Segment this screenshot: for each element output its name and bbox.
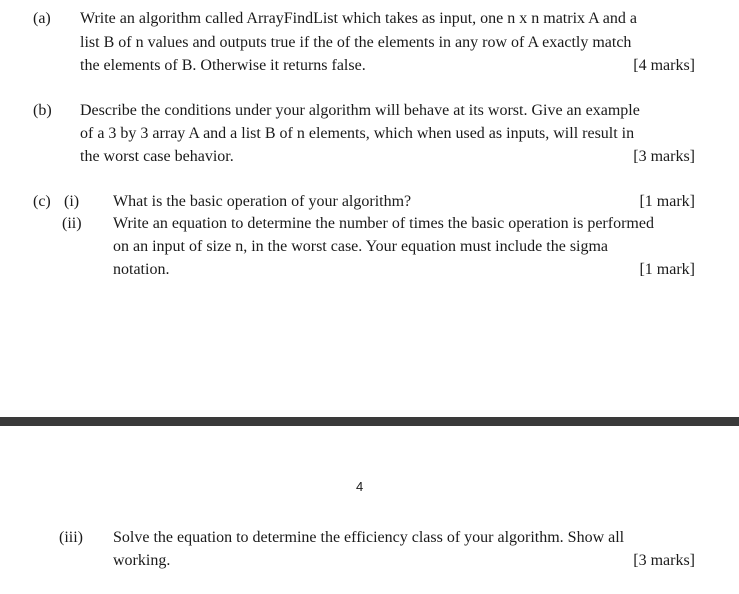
question-c-i-marks: [1 mark] <box>639 193 695 210</box>
question-a-marks: [4 marks] <box>633 57 695 74</box>
question-c-iii-line-2: working. <box>113 552 171 569</box>
question-c-label: (c) <box>33 193 51 210</box>
question-c-ii-label: (ii) <box>62 215 82 232</box>
question-a-label: (a) <box>33 10 51 27</box>
page-number: 4 <box>356 479 364 494</box>
page-break-divider <box>0 417 739 426</box>
question-c-ii-line-3: notation. <box>113 261 170 278</box>
question-b-line-1: Describe the conditions under your algorithm will behave at its worst. Give an example <box>80 102 640 119</box>
question-c-ii-line-1: Write an equation to determine the number of times the basic operation is performed <box>113 215 654 232</box>
question-c-i-line-1: What is the basic operation of your algorithm? <box>113 193 412 210</box>
question-a-line-2: list B of n values and outputs true if the of the elements in any row of A exactly match <box>80 34 632 51</box>
question-a-line-3: the elements of B. Otherwise it returns false. <box>80 57 366 74</box>
question-c-iii-marks: [3 marks] <box>633 552 695 569</box>
question-b-label: (b) <box>33 102 52 119</box>
question-c-ii-marks: [1 mark] <box>639 261 695 278</box>
question-b-line-3: the worst case behavior. <box>80 148 234 165</box>
question-c-ii-line-2: on an input of size n, in the worst case. Your equation must include the sigma <box>113 238 609 255</box>
question-c-iii-label: (iii) <box>59 529 83 546</box>
question-a-line-1: Write an algorithm called ArrayFindList which takes as input, one n x n matrix A and a <box>80 10 638 27</box>
question-c-i-label: (i) <box>64 193 80 210</box>
question-c-iii-line-1: Solve the equation to determine the efficiency class of your algorithm. Show all <box>113 529 625 546</box>
question-b-marks: [3 marks] <box>633 148 695 165</box>
question-b-line-2: of a 3 by 3 array A and a list B of n elements, which when used as inputs, will result in <box>80 125 635 142</box>
